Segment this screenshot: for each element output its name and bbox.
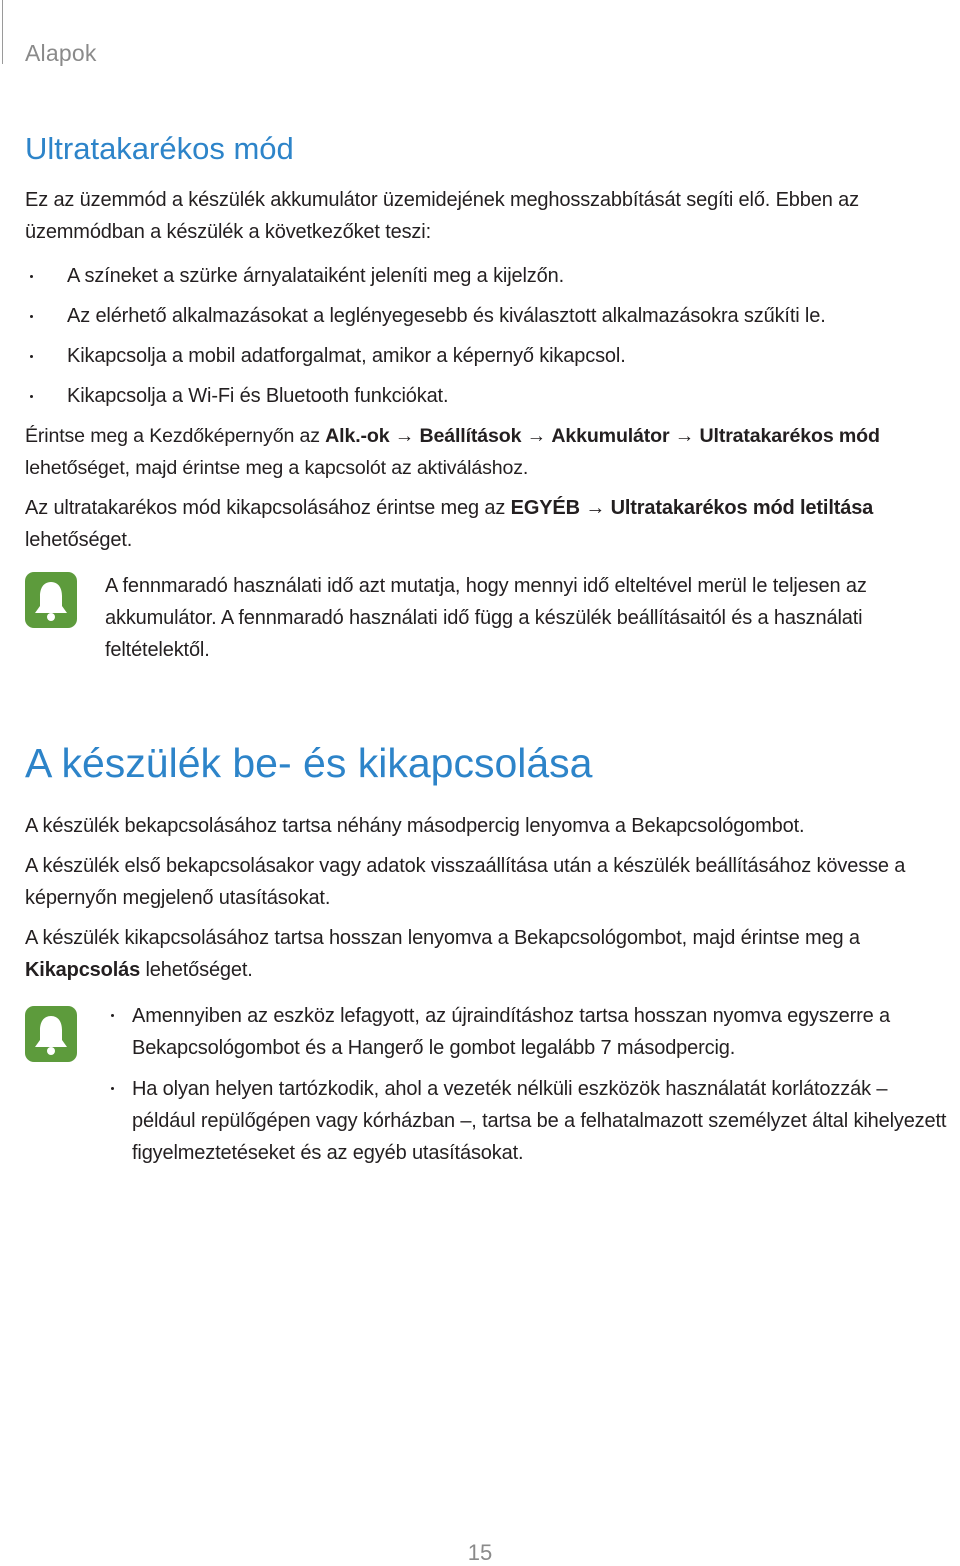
bell-icon: [25, 572, 77, 628]
list-item: Az elérhető alkalmazásokat a leglényegesebb és kiválasztott alkalmazásokra szűkíti le.: [25, 296, 826, 336]
bullet-dot: [30, 275, 33, 278]
bullet-dot: [30, 395, 33, 398]
power-on-paragraph: A készülék bekapcsolásához tartsa néhány másodpercig lenyomva a Bekapcsológombot.: [25, 815, 805, 837]
menu-path-disable-ultra: Ultratakarékos mód letiltása: [610, 497, 874, 519]
ultra-deactivate-instruction: Az ultratakarékos mód kikapcsolásához érintse meg az EGYÉB → Ultratakarékos mód letiltása lehetőséget.: [25, 497, 874, 551]
ultra-feature-list: [25, 256, 826, 416]
list-item: Amennyiben az eszköz lefagyott, az újraindításhoz tartsa hosszan nyomva egyszerre a Bekapcsológombot és a Hangerő le gombot legalább 7 másodpercig.: [105, 1000, 955, 1064]
ultra-activate-instruction: Érintse meg a Kezdőképernyőn az Alk.-ok → Beállítások → Akkumulátor → Ultratakarékos mód lehetőséget, majd érintse meg a kapcsolót az aktiváláshoz.: [25, 425, 880, 479]
menu-path-apps: Alk.: [325, 425, 361, 447]
menu-path-battery: Akkumulátor: [551, 425, 670, 447]
power-off-option: Kikapcsolás: [25, 959, 141, 981]
page-margin-rule: [2, 0, 3, 64]
menu-path-more: EGYÉB: [510, 497, 580, 519]
menu-path-ultra-saving: Ultratakarékos mód: [699, 425, 880, 447]
bullet-dot: [111, 1087, 114, 1090]
battery-time-note: A fennmaradó használati idő azt mutatja, hogy mennyi idő elteltével merül le teljesen az akkumulátor. A fennmaradó használati idő függ a készülék beállításaitól és a használati feltételektől.: [105, 575, 867, 661]
power-off-paragraph: A készülék kikapcsolásához tartsa hosszan lenyomva a Bekapcsológombot, majd érintse meg a Kikapcsolás lehetőséget.: [25, 927, 860, 981]
power-notes-list: [105, 1000, 955, 1178]
ultra-saving-heading: Ultratakarékos mód: [25, 131, 294, 166]
list-item: Kikapcsolja a Wi-Fi és Bluetooth funkciókat.: [25, 376, 826, 416]
list-item: Ha olyan helyen tartózkodik, ahol a vezeték nélküli eszközök használatát korlátozzák – például repülőgépen vagy kórházban –, tartsa be a felhatalmazott személyzet által kihelyezett figyelmeztetéseket és az egyéb utasításokat.: [105, 1073, 955, 1169]
first-power-on-paragraph: A készülék első bekapcsolásakor vagy adatok visszaállítása után a készülék beállításához kövesse a képernyőn megjelenő utasításokat.: [25, 855, 906, 909]
bullet-dot: [30, 355, 33, 358]
list-item: A színeket a szürke árnyalataiként jeleníti meg a kijelzőn.: [25, 256, 826, 296]
power-on-off-heading: A készülék be- és kikapcsolása: [25, 740, 593, 786]
bell-icon: [25, 1006, 77, 1062]
bullet-dot: [30, 315, 33, 318]
menu-path-settings: Beállítások: [419, 425, 522, 447]
list-item: Kikapcsolja a mobil adatforgalmat, amikor a képernyő kikapcsol.: [25, 336, 826, 376]
page-number: 15: [467, 1540, 493, 1565]
section-header: Alapok: [25, 40, 97, 66]
ultra-intro-paragraph: Ez az üzemmód a készülék akkumulátor üzemidejének meghosszabbítását segíti elő. Ebben az üzemmódban a készülék a következőket teszi:: [25, 189, 859, 243]
bullet-dot: [111, 1014, 114, 1017]
